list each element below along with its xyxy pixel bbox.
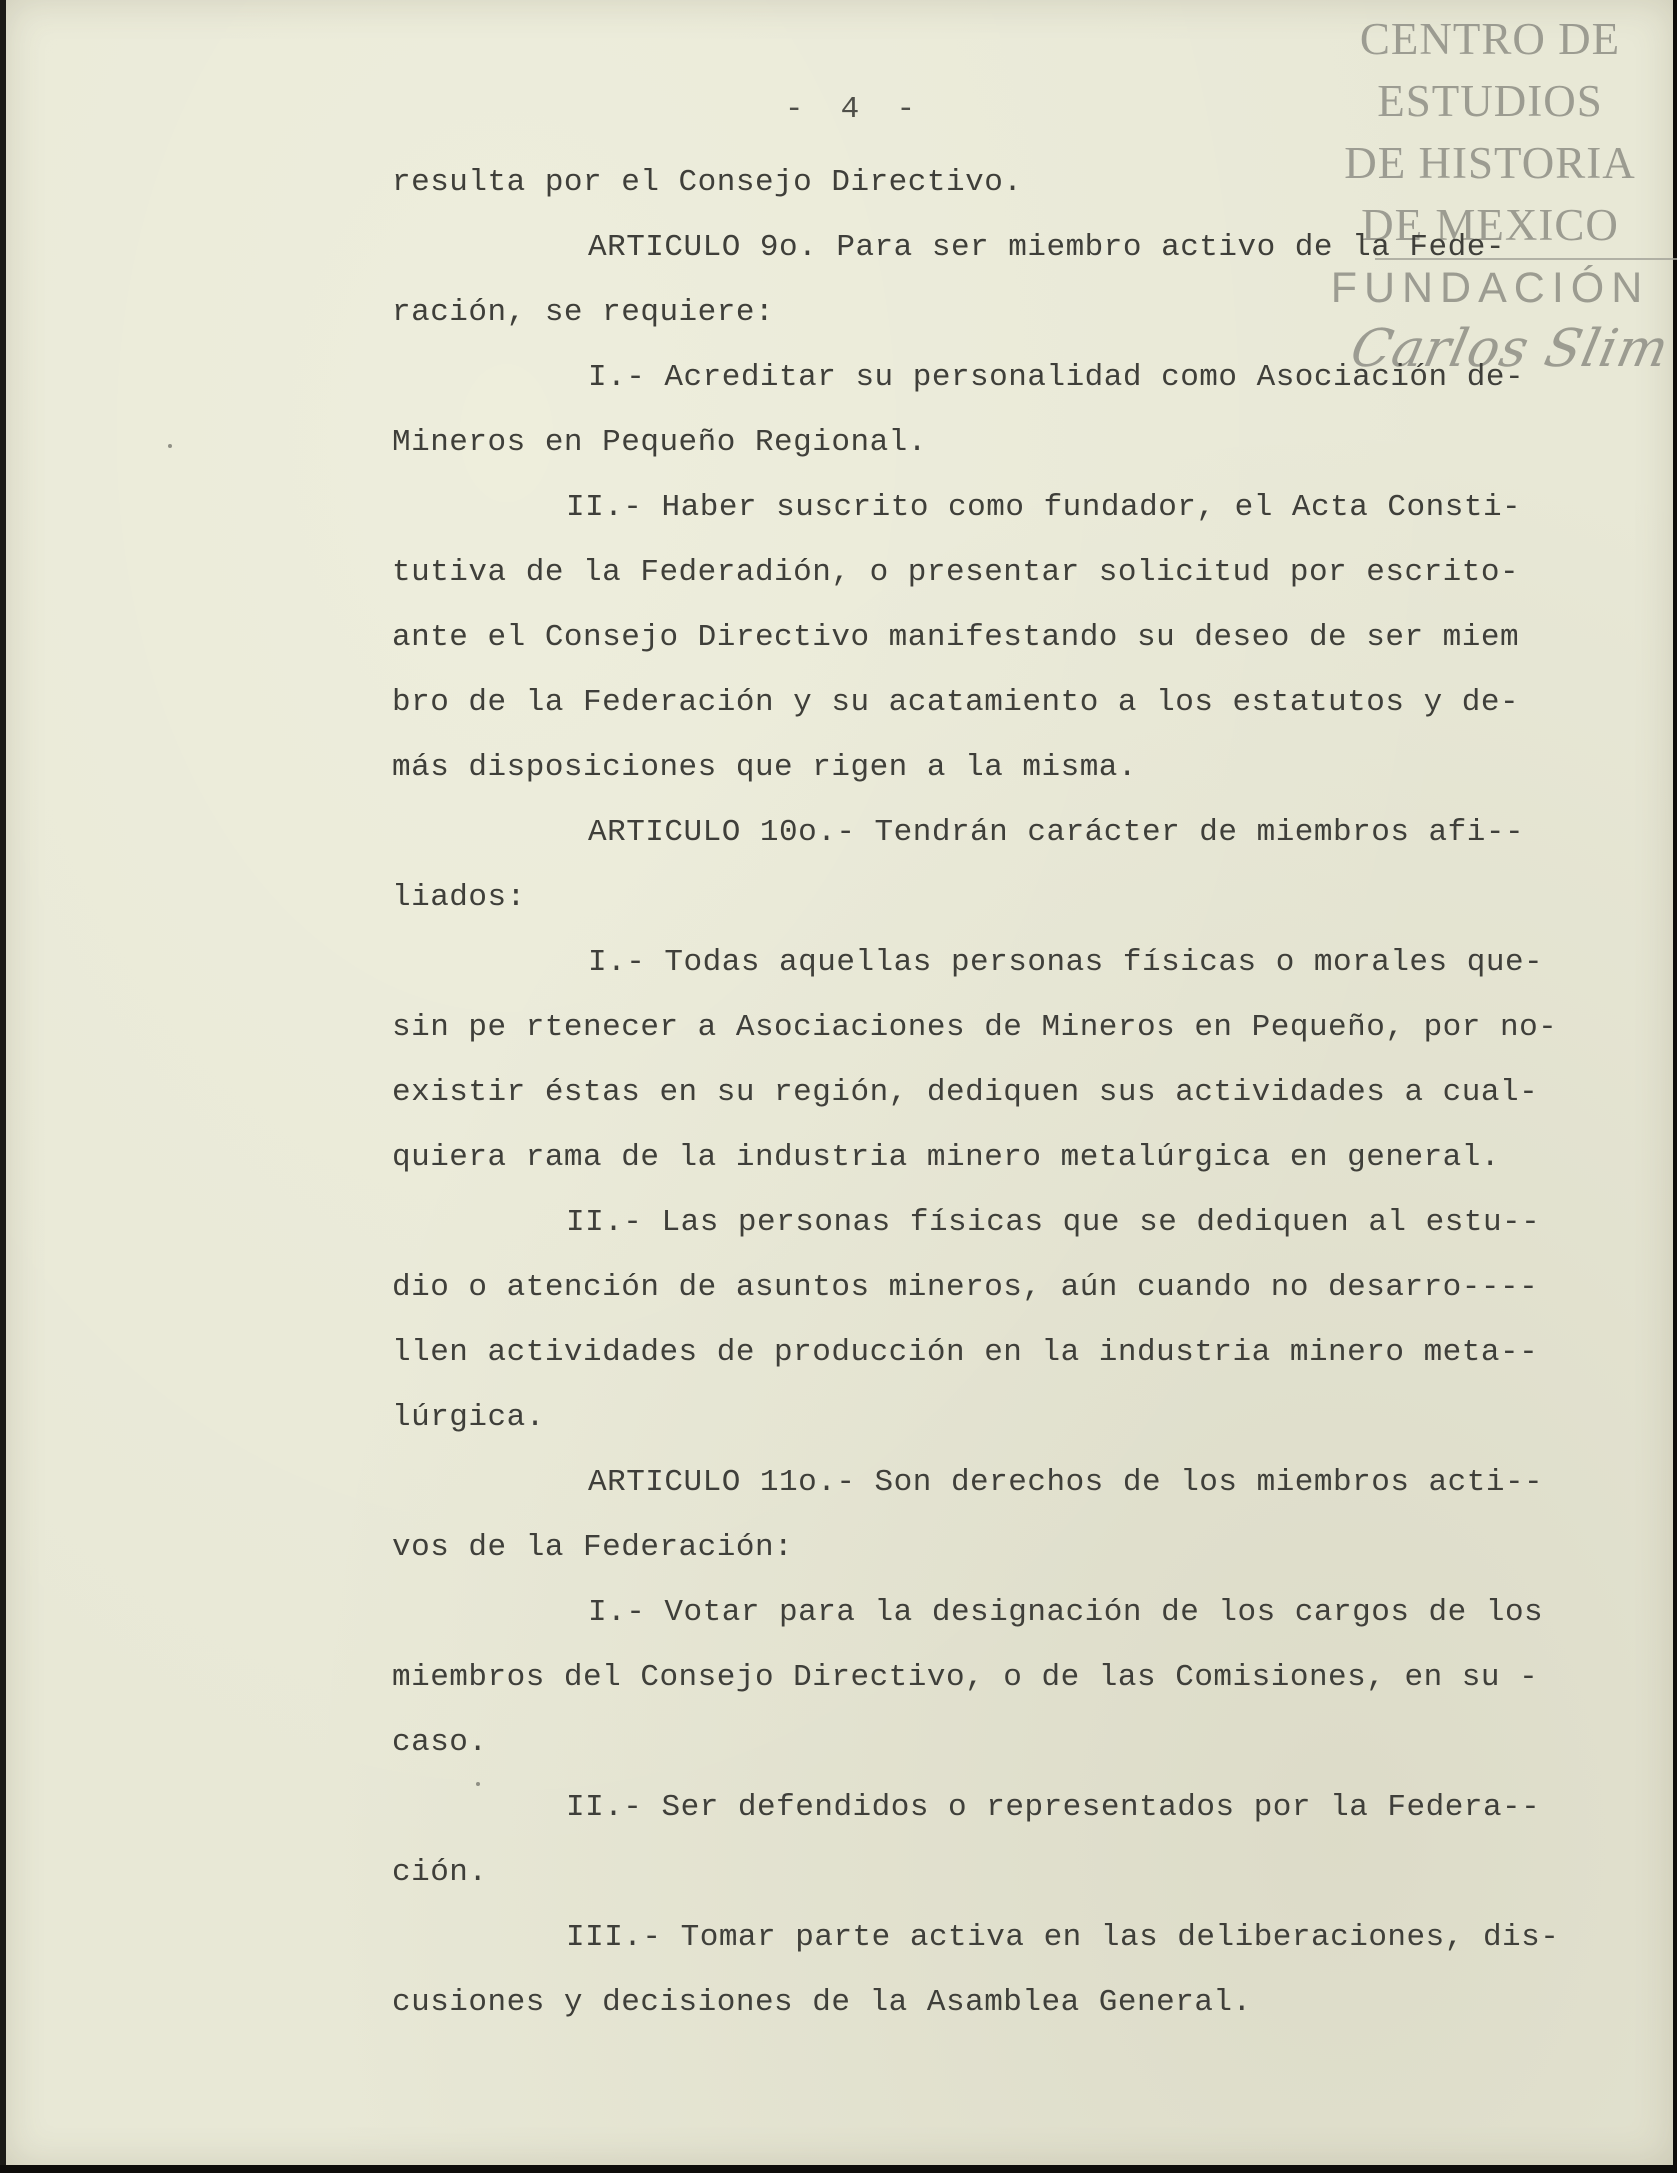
text-line: resulta por el Consejo Directivo.	[392, 165, 1023, 200]
text-line: llen actividades de producción en la industria minero meta--	[392, 1335, 1539, 1370]
text-line: ante el Consejo Directivo manifestando su deseo de ser miem	[392, 620, 1520, 655]
paper-speck	[168, 444, 172, 448]
text-line: bro de la Federación y su acatamiento a los estatutos y de-	[392, 685, 1520, 720]
stamp-line: ESTUDIOS	[1377, 76, 1603, 126]
stamp-foundation: FUNDACIÓN	[1330, 264, 1650, 312]
stamp-line: CENTRO DE	[1359, 14, 1621, 64]
text-line: cusiones y decisiones de la Asamblea General.	[392, 1985, 1252, 2020]
text-line: I.- Todas aquellas personas físicas o morales que-	[588, 945, 1544, 980]
page-number: - 4 -	[784, 92, 916, 127]
document-body	[392, 150, 1632, 2035]
text-line: ción.	[392, 1855, 488, 1890]
text-line: liados:	[392, 880, 526, 915]
text-line: tutiva de la Federadión, o presentar solicitud por escrito-	[392, 555, 1520, 590]
text-line: caso.	[392, 1725, 488, 1760]
text-line: I.- Acreditar su personalidad como Asociación de-	[588, 360, 1525, 395]
stamp-line: DE HISTORIA	[1344, 138, 1636, 188]
text-line: quiera rama de la industria minero metalúrgica en general.	[392, 1140, 1500, 1175]
text-line: Mineros en Pequeño Regional.	[392, 425, 927, 460]
text-line: III.- Tomar parte activa en las deliberaciones, dis-	[566, 1920, 1560, 1955]
text-line: ARTICULO 9o. Para ser miembro activo de la Fede-	[588, 230, 1505, 265]
text-line: más disposiciones que rigen a la misma.	[392, 750, 1138, 785]
text-line: II.- Las personas físicas que se dediquen al estu--	[566, 1205, 1541, 1240]
paper-speck	[476, 1782, 480, 1786]
text-line: I.- Votar para la designación de los cargos de los	[588, 1595, 1544, 1630]
text-line: vos de la Federación:	[392, 1530, 794, 1565]
text-line: miembros del Consejo Directivo, o de las Comisiones, en su -	[392, 1660, 1539, 1695]
text-line: lúrgica.	[392, 1400, 545, 1435]
scan-edge-bottom	[0, 2165, 1677, 2173]
text-line: II.- Haber suscrito como fundador, el Acta Consti-	[566, 490, 1522, 525]
text-line: ración, se requiere:	[392, 295, 775, 330]
text-line: ARTICULO 11o.- Son derechos de los miembros acti--	[588, 1465, 1544, 1500]
text-line: existir éstas en su región, dediquen sus actividades a cual-	[392, 1075, 1539, 1110]
stamp-signature: Carlos Slim	[1345, 319, 1675, 379]
text-line: ARTICULO 10o.- Tendrán carácter de miembros afi--	[588, 815, 1525, 850]
text-line: sin pe rtenecer a Asociaciones de Mineros en Pequeño, por no-	[392, 1010, 1558, 1045]
text-line: dio o atención de asuntos mineros, aún cuando no desarro----	[392, 1270, 1539, 1305]
text-line: II.- Ser defendidos o representados por la Federa--	[566, 1790, 1541, 1825]
stamp-line: DE MEXICO	[1361, 200, 1619, 250]
